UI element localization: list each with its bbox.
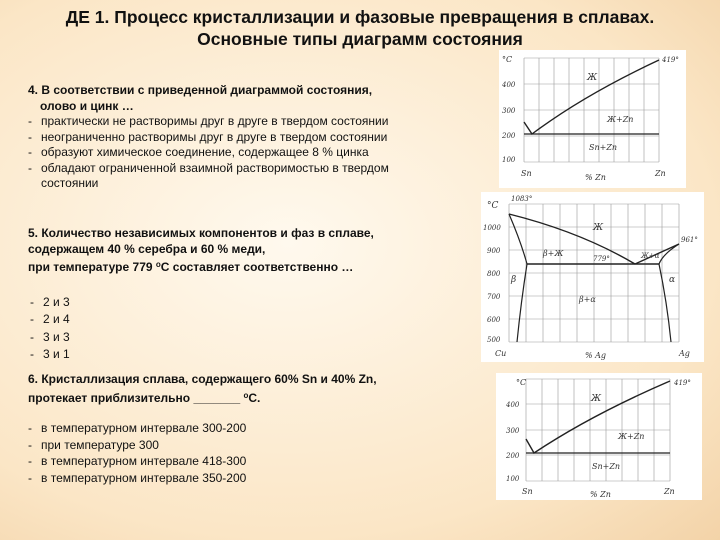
x-axis-left-label: Sn [521,169,532,178]
y-tick-label: 600 [487,316,501,324]
y-unit-label: °C [487,201,499,211]
slide-title [0,6,720,50]
x-axis-label: % Ag [585,351,607,360]
question-4-heading [28,83,448,114]
y-tick-label: 100 [502,156,516,164]
answer-option[interactable]: - неограниченно растворимы друг в друге в твердом состоянии [28,130,448,146]
question-5-options [28,294,458,364]
degree-sup: о [243,390,249,400]
question-4-heading-line2: олово и цинк … [40,98,134,113]
question-5-heading-line3 [28,257,458,276]
question-5-heading-line2: содержащем 40 % серебра и 60 % меди, [28,241,266,256]
x-axis-right-label: Zn [664,487,675,496]
region-label-sn-zn: Sn+Zn [592,462,621,471]
answer-option[interactable]: - обладают ограниченной взаимной растворимостью в твердом состоянии [28,161,448,192]
x-axis-left-label: Cu [495,349,507,358]
question-4-options [28,114,448,192]
y-tick-label: 400 [506,401,520,409]
answer-option[interactable]: - 3 и 1 [30,346,458,364]
y-tick-label: 300 [506,427,520,435]
y-tick-label: 900 [487,247,501,255]
question-5-heading [28,226,458,276]
melting-point-cu-label: 1083° [511,195,533,203]
question-6 [28,372,488,486]
answer-option[interactable]: - 2 и 4 [30,311,458,329]
y-tick-label: 100 [506,475,520,483]
question-5-heading-line1: 5. Количество независимых компонентов и фаз в сплаве, [28,226,374,240]
answer-option[interactable]: - образуют химическое соединение, содержащее 8 % цинка [28,145,448,161]
melting-point-label: 419° [674,379,691,387]
answer-option[interactable]: - при температуре 300 [28,437,488,454]
question-6-heading-line2-b: С. [248,390,261,405]
answer-option[interactable]: - в температурном интервале 350-200 [28,470,488,487]
answer-option[interactable]: - 2 и 3 [30,294,458,312]
title-line-1: ДЕ 1. Процесс кристаллизации и фазовые превращения в сплавах. [65,7,655,27]
y-tick-label: 200 [506,452,520,460]
region-label-alpha: α [669,275,676,285]
x-axis-right-label: Zn [655,169,666,178]
y-tick-label: 1000 [483,224,501,232]
melting-point-label: 419° [662,56,679,64]
region-label-liquid: Ж [591,394,602,404]
y-tick-label: 200 [502,132,516,140]
y-tick-label: 300 [502,107,516,115]
x-axis-right-label: Ag [679,349,690,358]
answer-option[interactable]: - в температурном интервале 300-200 [28,420,488,437]
region-label-beta: β [511,275,517,285]
y-tick-label: 400 [502,81,516,89]
question-6-heading [28,372,488,406]
x-axis-label: % Zn [590,490,611,499]
eutectic-temperature-label: 779° [593,255,610,263]
question-5-heading-line3-a: при температуре 779 [28,260,156,274]
answer-option[interactable]: - 3 и 3 [30,329,458,347]
y-unit-label: °C [516,378,527,387]
question-4-heading-line1: 4. В соответствии с приведенной диаграммой состояния, [28,83,373,97]
question-6-heading-line2 [28,388,488,407]
answer-option[interactable]: - в температурном интервале 418-300 [28,453,488,470]
region-label-liquid-zn: Ж+Zn [607,115,634,124]
question-6-heading-line2-a: протекает приблизительно _______ [28,390,244,405]
question-5 [28,226,458,364]
question-6-heading-line1: 6. Кристаллизация сплава, содержащего 60% Sn и 40% Zn, [28,372,377,386]
region-label-liquid-zn: Ж+Zn [618,432,645,441]
cu-ag-phase-diagram [481,192,704,362]
x-axis-left-label: Sn [522,487,533,496]
region-label-beta-liquid: β+Ж [543,249,564,258]
melting-point-ag-label: 961° [681,236,698,244]
degree-sup: о [155,260,161,269]
sn-zn-phase-diagram-1 [499,50,686,188]
question-6-options [28,420,488,486]
region-label-liquid: Ж [593,223,604,233]
answer-option[interactable]: - практически не растворимы друг в друге в твердом состоянии [28,114,448,130]
question-4 [28,83,448,192]
y-tick-label: 800 [487,270,501,278]
region-label-liquid-alpha: Ж+α [641,252,660,260]
y-tick-label: 700 [487,293,501,301]
title-line-2: Основные типы диаграмм состояния [197,29,523,49]
y-unit-label: °C [502,55,513,64]
x-axis-label: % Zn [585,173,606,182]
question-5-heading-line3-b: С составляет соответственно … [160,260,354,274]
region-label-beta-alpha: β+α [579,295,596,304]
sn-zn-phase-diagram-2 [496,373,702,500]
y-tick-label: 500 [487,336,501,344]
region-label-sn-zn: Sn+Zn [589,143,618,152]
region-label-liquid: Ж [587,73,598,83]
